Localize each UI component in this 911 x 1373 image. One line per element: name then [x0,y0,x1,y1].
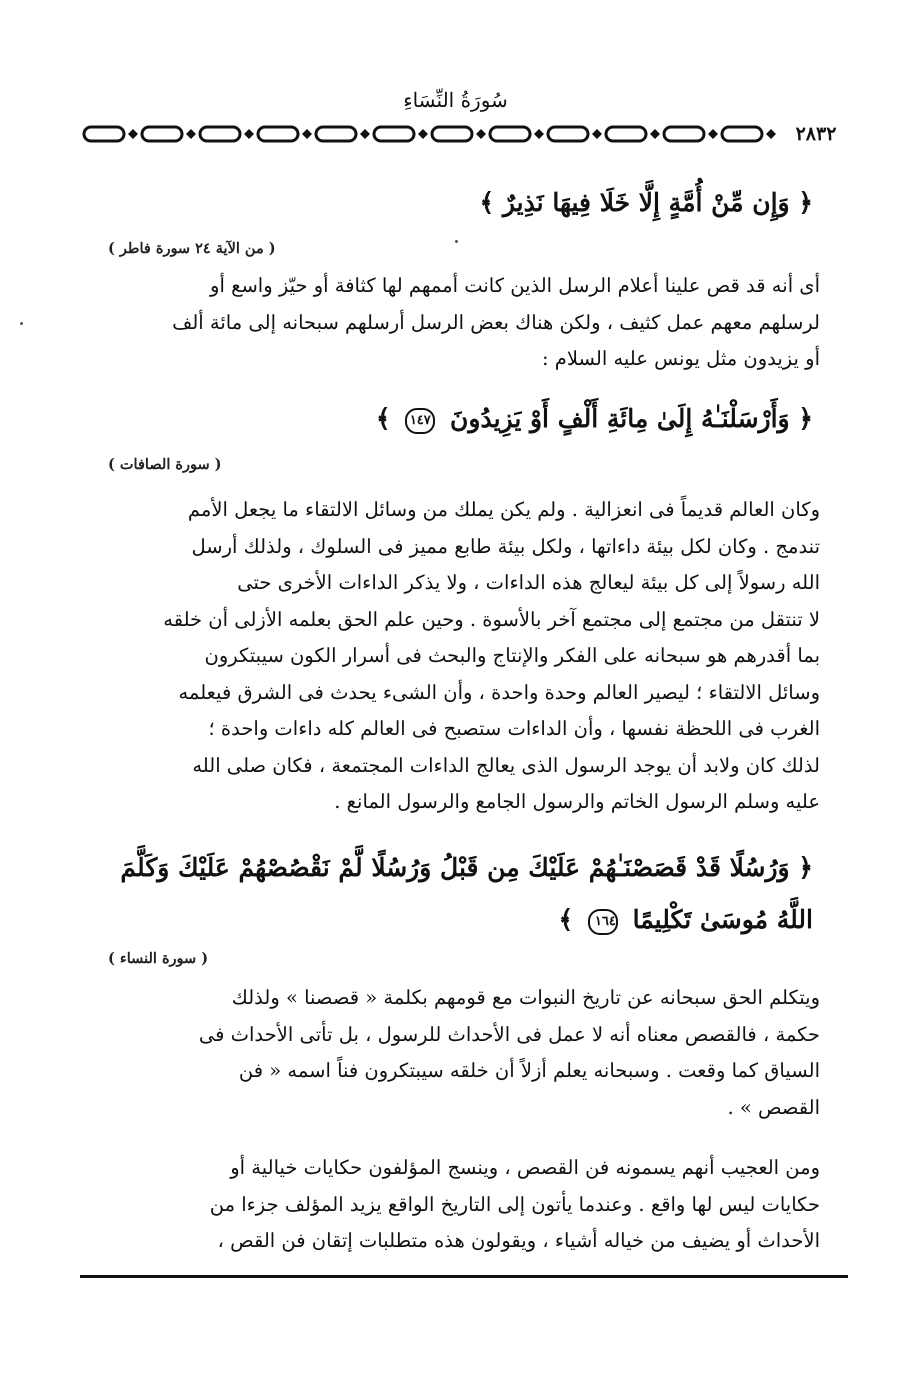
ayah-number-badge: ١٤٧ [405,408,435,434]
verse-text: وَإِن مِّنْ أُمَّةٍ إِلَّا خَلَا فِيهَا نَذِيرٌ [502,188,790,217]
diamond-icon [128,129,138,139]
ornamental-border [80,119,850,149]
chain-link-icon [142,127,182,141]
chain-link-icon [374,127,414,141]
ayah-number-badge: ١٦٤ [588,909,618,935]
diamond-icon [650,129,660,139]
chain-link-icon [258,127,298,141]
diamond-icon [186,129,196,139]
paragraph-4 [108,1150,820,1260]
verse-reference-fatir: ( من الآية ٢٤ سورة فاطر ) [108,240,276,257]
quran-verse-nisa [108,842,813,946]
chain-link-icon [722,127,762,141]
diamond-icon [418,129,428,139]
text-line: حكايات ليس لها واقع . وعندما يأتون إلى التاريخ الواقع يزيد المؤلف جزءا من [209,1192,820,1216]
diamond-icon [766,129,776,139]
text-line: الأحداث أو يضيف من خياله أشياء ، ويقولون هذه متطلبات إتقان فن القص ، [217,1229,820,1252]
paragraph-1 [108,268,820,378]
page-number: ٢٨٣٢ [781,119,851,149]
scan-speck [455,240,458,243]
verse-open-bracket: ﴿ [798,853,813,882]
chain-link-icon [664,127,704,141]
verse-open-bracket: ﴿ [798,404,813,433]
verse-close-bracket: ﴾ [558,905,574,934]
text-line: لا تنتقل من مجتمع إلى مجتمع آخر بالأسوة . وحين علم الحق بعلمه الأزلى أن خلقه [163,607,820,631]
chain-ornament-icon [80,119,850,149]
verse-line-1 [108,842,813,894]
paragraph-3 [108,980,820,1126]
scan-speck [20,322,23,325]
text-line: عليه وسلم الرسول الخاتم والرسول الجامع والرسول المانع . [334,790,820,813]
chain-link-icon [606,127,646,141]
chain-link-icon [84,127,124,141]
paragraph-2 [108,492,820,821]
text-line: تندمج . وكان لكل بيئة داءاتها ، ولكل بيئة طابع مميز فى السلوك ، ولذلك أرسل [191,534,820,558]
verse-line-2 [108,894,813,946]
text-line: أى أنه قد قص علينا أعلام الرسل الذين كانت أممهم لها كثافة أو حيّز واسع أو [210,274,820,297]
text-line: وسائل الالتقاء ؛ ليصير العالم وحدة واحدة ، وأن الشىء يحدث فى الشرق فيعلمه [178,680,820,704]
text-line: الله رسولاً إلى كل بيئة ليعالج هذه الداءات ، ولا يذكر الداءات الأخرى حتى [237,571,820,594]
text-line: لذلك كان ولابد أن يوجد الرسول الذى يعالج الداءات المجتمعة ، فكان صلى الله [192,753,820,777]
diamond-icon [476,129,486,139]
text-line: القصص » . [727,1095,820,1119]
chain-link-icon [200,127,240,141]
chain-link-icon [548,127,588,141]
text-line: ومن العجيب أنهم يسمونه فن القصص ، وينسج المؤلفون حكايات خيالية أو [230,1156,820,1179]
diamond-icon [244,129,254,139]
chain-link-icon [316,127,356,141]
text-line: لرسلهم معهم عمل كثيف ، ولكن هناك بعض الرسل أرسلهم سبحانه إلى مائة ألف [172,310,820,334]
text-line: السياق كما وقعت . وسبحانه يعلم أزلاً أن خلقه سيبتكرون فناً اسمه « فن [238,1059,820,1082]
quran-verse-fatir [479,177,813,229]
text-line: ويتكلم الحق سبحانه عن تاريخ النبوات مع قومهم بكلمة « قصصنا » ولذلك [231,986,820,1009]
text-line: حكمة ، فالقصص معناه أنه لا عمل فى الأحداث للرسول ، بل تأتى الأحداث فى [198,1022,820,1046]
text-line: الغرب فى اللحظة نفسها ، وأن الداءات ستصبح فى العالم كله داءات واحدة ؛ [208,717,820,740]
text-line: أو يزيدون مثل يونس عليه السلام : [542,347,820,370]
diamond-icon [360,129,370,139]
verse-close-bracket: ﴾ [375,404,391,433]
verse-text: اللَّهُ مُوسَىٰ تَكْلِيمًا [632,905,813,934]
verse-text: وَرُسُلًا قَدْ قَصَصْنَـٰهُمْ عَلَيْكَ مِن قَبْلُ وَرُسُلًا لَّمْ نَقْصُصْهُمْ عَلَيْكَ وَكَلَّمَ [120,853,790,882]
verse-close-bracket: ﴾ [479,188,495,217]
text-line: وكان العالم قديماً فى انعزالية . ولم يكن يملك من وسائل الالتقاء ما يجعل الأمم [187,498,820,521]
chain-link-icon [432,127,472,141]
surah-title: سُورَةُ النِّسَاءِ [403,88,508,112]
verse-reference-saffat: ( سورة الصافات ) [108,456,222,473]
verse-reference-nisa: ( سورة النساء ) [108,950,209,967]
diamond-icon [302,129,312,139]
quran-verse-saffat [376,393,813,445]
diamond-icon [708,129,718,139]
verse-open-bracket: ﴿ [798,188,813,217]
bottom-rule [80,1275,848,1278]
text-line: بما أقدرهم هو سبحانه على الفكر والإنتاج والبحث فى أسرار الكون سيبتكرون [204,644,820,667]
diamond-icon [592,129,602,139]
verse-text: وَأَرْسَلْنَـٰهُ إِلَىٰ مِائَةِ أَلْفٍ أَوْ يَزِيدُونَ [450,404,790,433]
diamond-icon [534,129,544,139]
chain-link-icon [490,127,530,141]
